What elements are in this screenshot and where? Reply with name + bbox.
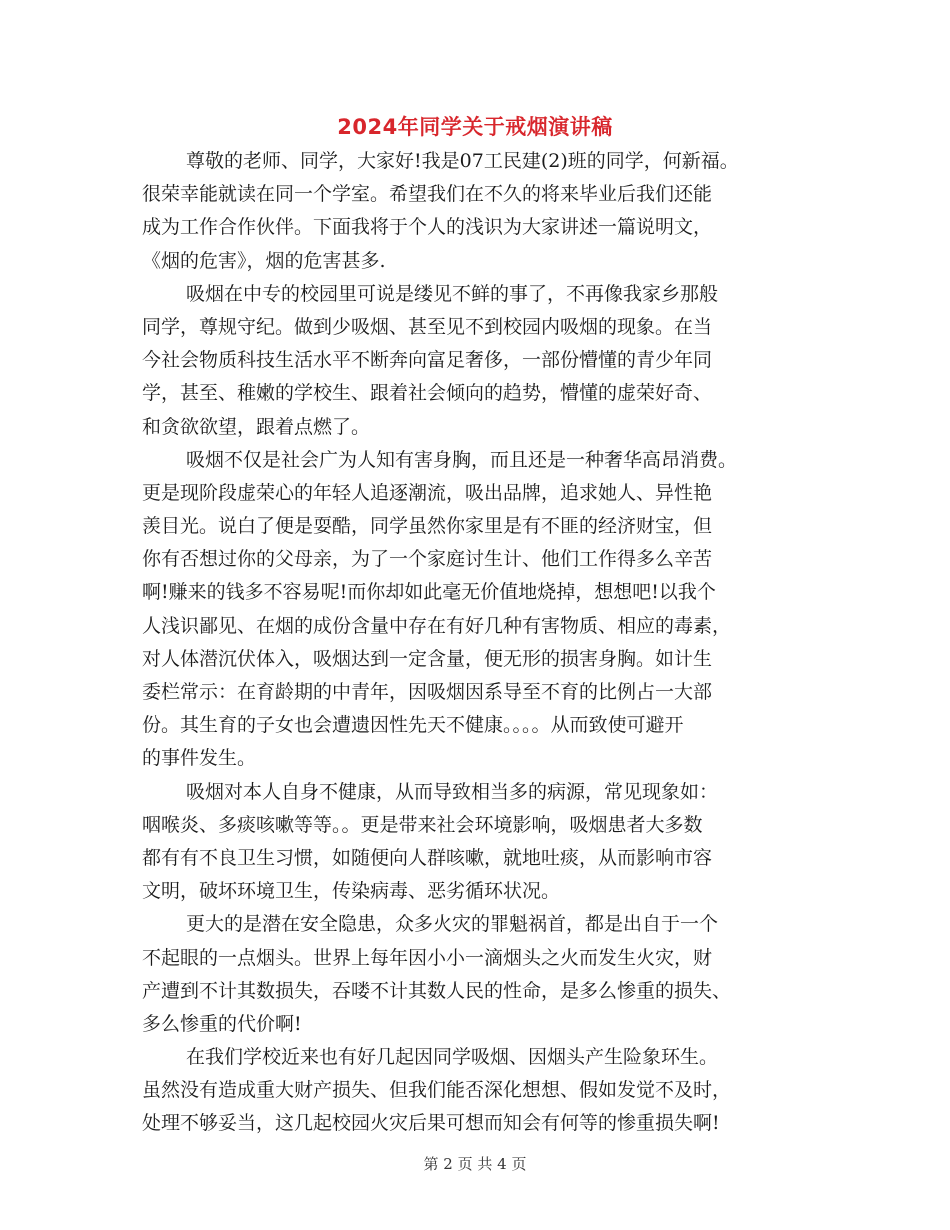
- text-line: 吸烟在中专的校园里可说是缕见不鲜的事了，不再像我家乡那般: [186, 282, 719, 305]
- text-line: 吸烟对本人自身不健康，从而导致相当多的病源，常见现象如：: [186, 780, 719, 803]
- text-line: 文明，破坏环境卫生，传染病毒、恶劣循环状况。: [142, 880, 561, 903]
- text-line: 羡目光。说白了便是耍酷，同学虽然你家里是有不匪的经济财宝，但: [142, 515, 713, 538]
- text-line: 成为工作合作伙伴。下面我将于个人的浅识为大家讲述一篇说明文，: [142, 216, 713, 239]
- text-line: 啊!赚来的钱多不容易呢!而你却如此毫无价值地烧掉，想想吧!以我个: [142, 581, 716, 604]
- text-line: 咽喉炎、多痰咳嗽等等。。更是带来社会环境影响，吸烟患者大多数: [142, 813, 703, 836]
- text-line: 不起眼的一点烟头。世界上每年因小小一滴烟头之火而发生火灾，财: [142, 946, 713, 969]
- text-line: 在我们学校近来也有好几起因同学吸烟、因烟头产生险象环生。: [186, 1046, 719, 1069]
- text-line: 处理不够妥当，这几起校园火灾后果可想而知会有何等的惨重损失啊!: [142, 1112, 720, 1135]
- text-line: 和贪欲欲望，跟着点燃了。: [142, 415, 371, 438]
- text-line: 更是现阶段虚荣心的年轻人追逐潮流，吸出品牌，追求她人、异性艳: [142, 481, 713, 504]
- text-line: 你有否想过你的父母亲，为了一个家庭讨生计、他们工作得多么辛苦: [142, 548, 713, 571]
- document-title: 2024年同学关于戒烟演讲稿: [337, 115, 613, 139]
- text-line: 对人体潜沉伏体入，吸烟达到一定含量，便无形的损害身胸。如计生: [142, 647, 713, 670]
- text-line: 多么惨重的代价啊!: [142, 1012, 302, 1035]
- text-line: 吸烟不仅是社会广为人知有害身胸，而且还是一种奢华高昂消费。: [186, 448, 738, 471]
- text-line: 虽然没有造成重大财产损失、但我们能否深化想想、假如发觉不及时，: [142, 1079, 732, 1102]
- text-line: 尊敬的老师、同学，大家好!我是07工民建(2)班的同学，何新福。: [186, 150, 739, 172]
- text-line: 《烟的危害》，烟的危害甚多.: [142, 249, 386, 272]
- document-body: [142, 145, 812, 1141]
- text-line: 的事件发生。: [142, 747, 257, 770]
- text-line: 委栏常示：在育龄期的中青年，因吸烟因系导至不育的比例占一大部: [142, 681, 713, 703]
- text-line: 很荣幸能就读在同一个学室。希望我们在不久的将来毕业后我们还能: [142, 183, 713, 206]
- text-line: 同学，尊规守纪。做到少吸烟、甚至见不到校园内吸烟的现象。在当: [142, 315, 713, 338]
- text-line: 今社会物质科技生活水平不断奔向富足奢侈，一部份懵懂的青少年同: [142, 349, 713, 372]
- text-line: 更大的是潜在安全隐患，众多火灾的罪魁祸首，都是出自于一个: [186, 913, 719, 936]
- page-number-footer: 第 2 页 共 4 页: [423, 1155, 527, 1173]
- text-line: 都有有不良卫生习惯，如随便向人群咳嗽，就地吐痰，从而影响市容: [142, 846, 713, 869]
- text-line: 人浅识鄙见、在烟的成份含量中存在有好几种有害物质、相应的毒素，: [142, 614, 732, 637]
- text-line: 学，甚至、稚嫩的学校生、跟着社会倾向的趋势，懵懂的虚荣好奇、: [142, 382, 713, 405]
- text-line: 份。其生育的子女也会遭遗因性先天不健康。。。。从而致使可避开: [142, 714, 684, 737]
- text-line: 产遭到不计其数损失，吞喽不计其数人民的性命，是多么惨重的损失、: [142, 979, 732, 1002]
